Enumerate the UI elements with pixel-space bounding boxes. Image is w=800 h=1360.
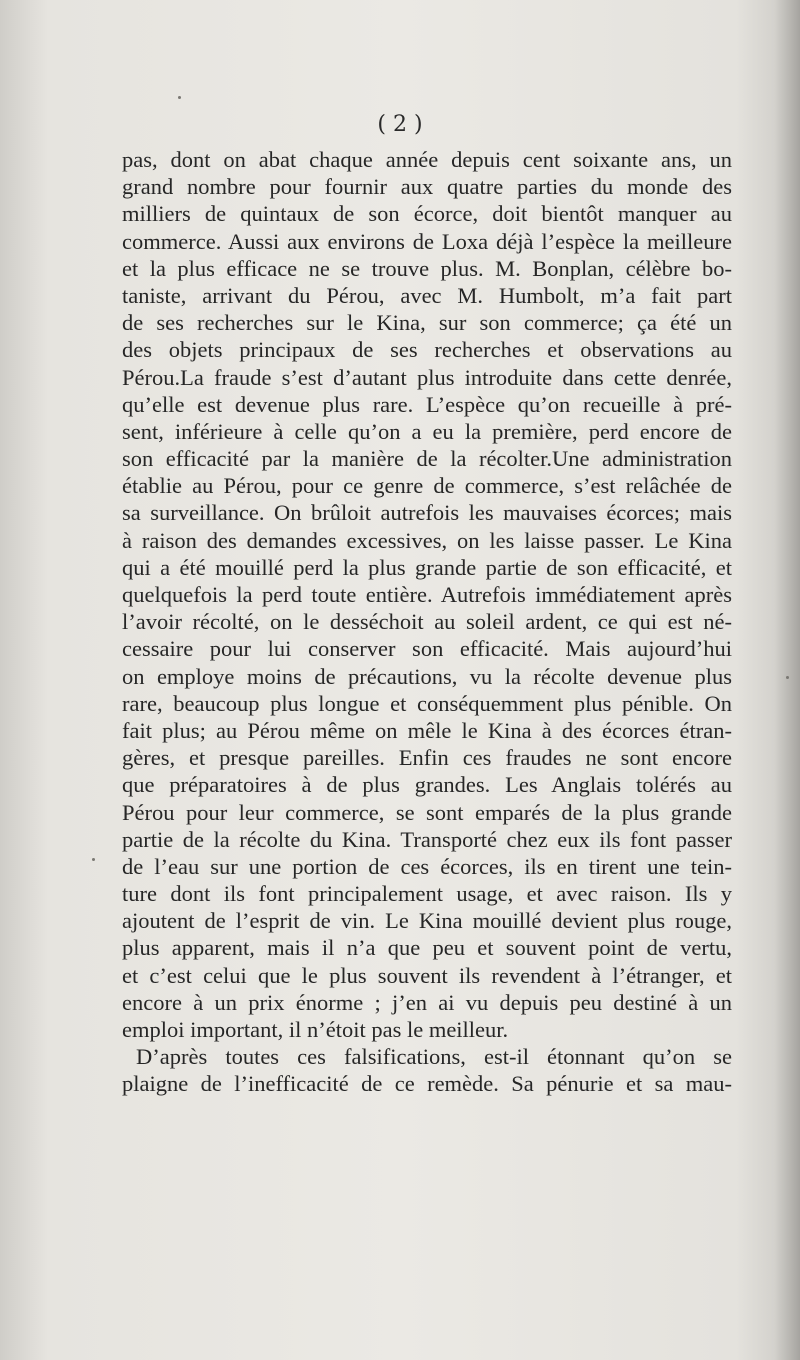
text-line: plus apparent, mais il n’a que peu et souvent point de vertu, bbox=[122, 935, 732, 961]
text-line: ture dont ils font principalement usage, et avec raison. Ils y bbox=[122, 881, 732, 907]
text-line: de ses recherches sur le Kina, sur son commerce; ça été un bbox=[122, 310, 732, 336]
text-line: à raison des demandes excessives, on les laisse passer. Le Kina bbox=[122, 527, 732, 553]
text-line: de l’eau sur une portion de ces écorces, ils en tirent une tein- bbox=[122, 853, 732, 879]
page-number: ( 2 ) bbox=[377, 112, 423, 137]
text-line: gères, et presque pareilles. Enfin ces fraudes ne sont encore bbox=[122, 745, 732, 771]
text-line: milliers de quintaux de son écorce, doit bientôt manquer au bbox=[122, 201, 732, 227]
paper-speck bbox=[178, 96, 181, 99]
paragraph-start-line: D’après toutes ces falsifications, est-il étonnant qu’on se bbox=[136, 1044, 732, 1070]
text-line: et c’est celui que le plus souvent ils revendent à l’étranger, et bbox=[122, 962, 732, 988]
paper-speck bbox=[786, 676, 789, 679]
text-line: rare, beaucoup plus longue et conséquemment plus pénible. On bbox=[122, 690, 732, 716]
text-line: que préparatoires à de plus grandes. Les Anglais tolérés au bbox=[122, 772, 732, 798]
paragraph-end-line: emploi important, il n’étoit pas le meilleur. bbox=[122, 1017, 509, 1042]
text-line: pas, dont on abat chaque année depuis cent soixante ans, un bbox=[122, 147, 732, 172]
text-line: Pérou.La fraude s’est d’autant plus introduite dans cette denrée, bbox=[122, 364, 732, 390]
text-line: sent, inférieure à celle qu’on a eu la première, perd encore de bbox=[122, 418, 732, 444]
text-line: partie de la récolte du Kina. Transporté chez eux ils font passer bbox=[122, 826, 732, 852]
text-line: encore à un prix énorme ; j’en ai vu depuis peu destiné à un bbox=[122, 989, 732, 1015]
text-line: cessaire pour lui conserver son efficacité. Mais aujourd’hui bbox=[122, 636, 732, 662]
text-line: plaigne de l’inefficacité de ce remède. Sa pénurie et sa mau- bbox=[122, 1071, 732, 1097]
text-line: qu’elle est devenue plus rare. L’espèce qu’on recueille à pré- bbox=[122, 391, 732, 417]
text-line: l’avoir récolté, on le desséchoit au soleil ardent, ce qui est né- bbox=[122, 609, 732, 635]
text-line: établie au Pérou, pour ce genre de commerce, s’est relâchée de bbox=[122, 473, 732, 499]
text-line: Pérou pour leur commerce, se sont emparés de la plus grande bbox=[122, 799, 732, 825]
text-line: on employe moins de précautions, vu la récolte devenue plus bbox=[122, 663, 732, 689]
text-line: et la plus efficace ne se trouve plus. M. Bonplan, célèbre bo- bbox=[122, 255, 732, 281]
text-line: quelquefois la perd toute entière. Autrefois immédiatement après bbox=[122, 582, 732, 607]
text-line: commerce. Aussi aux environs de Loxa déjà l’espèce la meilleure bbox=[122, 228, 732, 254]
page-edge-shadow bbox=[774, 0, 800, 1360]
text-line: son efficacité par la manière de la récolter.Une administration bbox=[122, 446, 732, 472]
text-line: grand nombre pour fournir aux quatre parties du monde des bbox=[122, 174, 732, 200]
text-line: fait plus; au Pérou même on mêle le Kina à des écorces étran- bbox=[122, 717, 732, 743]
text-line: sa surveillance. On brûloit autrefois les mauvaises écorces; mais bbox=[122, 500, 732, 526]
text-line: taniste, arrivant du Pérou, avec M. Humbolt, m’a fait part bbox=[122, 282, 732, 308]
paper-speck bbox=[92, 858, 95, 861]
body-text bbox=[122, 146, 732, 1098]
text-line: qui a été mouillé perd la plus grande partie de son efficacité, et bbox=[122, 554, 732, 580]
text-line: des objets principaux de ses recherches et observations au bbox=[122, 337, 732, 363]
text-line: ajoutent de l’esprit de vin. Le Kina mouillé devient plus rouge, bbox=[122, 908, 732, 934]
